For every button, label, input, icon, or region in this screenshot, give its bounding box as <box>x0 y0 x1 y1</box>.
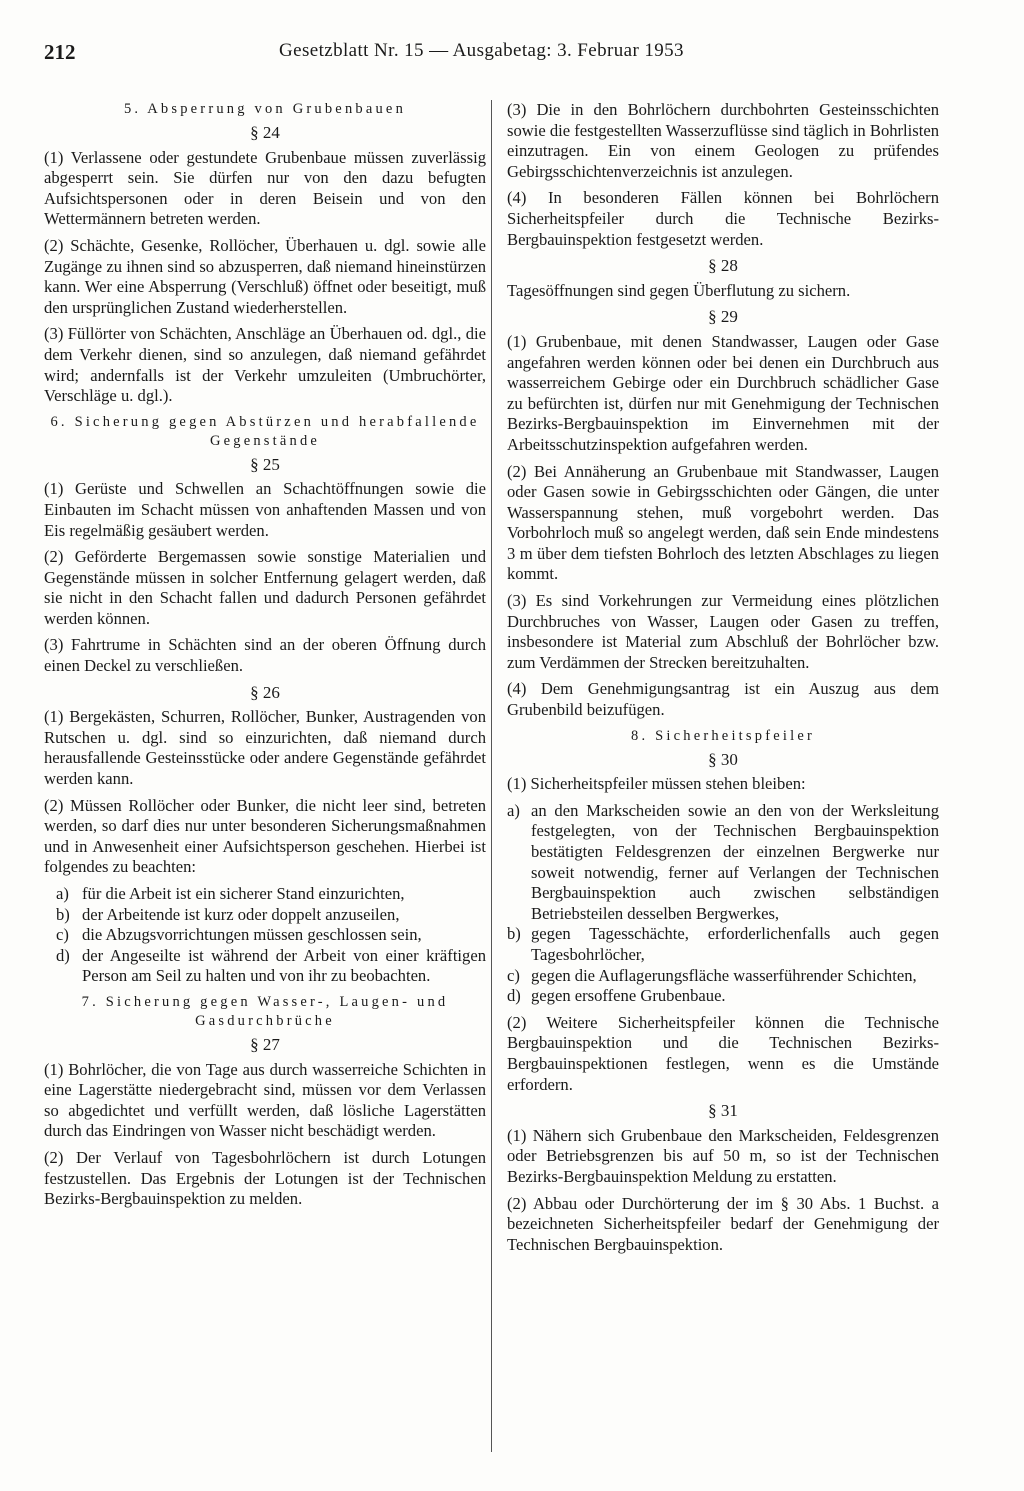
list-item: b) der Arbeitende ist kurz oder doppelt anzuseilen, <box>56 904 400 924</box>
paragraph-27-1: (1) Bohrlöcher, die von Tage aus durch wasserreiche Schichten in eine Lagerstätte niedergebracht sind, müssen vor dem Verlassen so abgedichtet und verfüllt werden, daß lösliche Lagerstätten durch das Eindringen von Wasser nicht beschädigt werden. <box>44 1059 486 1141</box>
paragraph-24-2: (2) Schächte, Gesenke, Rollöcher, Überhauen u. dgl. sowie alle Zugänge zu ihnen sind so abzusperren, daß niemand hineinstürzen kann. Wer eine Absperrung (Verschluß) öffnet oder beseitigt, muß den ursprünglichen Zustand wiederherstellen. <box>44 235 486 317</box>
paragraph-25-1: (1) Gerüste und Schwellen an Schachtöffnungen sowie die Einbauten im Schacht müssen von anhaftenden Massen und von Eis regelmäßig gesäubert werden. <box>44 479 486 540</box>
paragraph-28-1: Tagesöffnungen sind gegen Überflutung zu sichern. <box>507 280 851 300</box>
paragraph-29-2: (2) Bei Annäherung an Grubenbaue mit Standwasser, Laugen oder Gasen sowie in Gebirgsschichten oder Gängen, die unter Wasserspannung stehen, muß vorgebohrt werden. Das Vorbohrloch muß so angelegt werden, daß sein Ende mindestens 3 m über dem tiefsten Bohrloch des letzten Abschlages zu liegen kommt. <box>507 461 939 584</box>
paragraph-27-4: (4) In besonderen Fällen können bei Bohrlöchern Sicherheitspfeiler durch die Technische Bezirks-Bergbauinspektion festgesetzt werden. <box>507 188 939 249</box>
paragraph-heading-24: § 24 <box>250 123 280 142</box>
section-title-8: 8. Sicherheitspfeiler <box>631 727 815 744</box>
list-item: a) an den Markscheiden sowie an den von der Werksleitung festgelegten, von der Technischen Bergbauinspektion bestätigten Feldesgrenzen der einzelnen Bergwerke nur soweit notwendig, ferner auf Verlangen der Technischen Bergbauinspektion auch zwischen selbständigen Betriebsteilen desselben Bergwerkes, <box>507 800 939 923</box>
section-title-5: 5. Absperrung von Grubenbauen <box>123 101 407 117</box>
paragraph-30-list <box>507 801 939 1007</box>
paragraph-27-2: (2) Der Verlauf von Tagesbohrlöchern ist durch Lotungen festzustellen. Das Ergebnis der Lotungen ist der Technischen Bezirks-Bergbauinspektion zu melden. <box>44 1147 486 1209</box>
list-item: d) der Angeseilte ist während der Arbeit von einer kräftigen Person am Seil zu halten und von ihr zu beobachten. <box>56 945 486 986</box>
paragraph-29-4: (4) Dem Genehmigungsantrag ist ein Auszug aus dem Grubenbild beizufügen. <box>507 679 939 720</box>
list-item: c) die Abzugsvorrichtungen müssen geschlossen sein, <box>56 925 422 945</box>
paragraph-29-1: (1) Grubenbaue, mit denen Standwasser, Laugen oder Gase angefahren werden können oder bei denen ein Durchbruch aus wasserreichem Gebirge oder ein Durchbruch schädlicher Gase zu befürchten ist, dürfen nur mit Genehmigung der Technischen Bezirks-Bergbauinspektion im Einvernehmen mit der Arbeitsschutzinspektion aufgefahren werden. <box>507 331 939 454</box>
list-item: d) gegen ersoffene Grubenbaue. <box>507 986 726 1006</box>
paragraph-27-3: (3) Die in den Bohrlöchern durchbohrten Gesteinsschichten sowie die festgestellten Wasserzuflüsse sind täglich in Bohrlisten einzutragen. Ein von einem Geologen zu prüfendes Gebirgsschichtenverzeichnis ist anzulegen. <box>507 100 940 181</box>
right-column <box>507 100 939 1261</box>
section-title-6: 6. Sicherung gegen Abstürzen und herabfallende Gegenstände <box>50 413 480 449</box>
paragraph-26-1: (1) Bergekästen, Schurren, Rollöcher, Bunker, Austragenden von Rutschen u. dgl. sind so einzurichten, daß niemand durch herausfallende Gesteinsstücke oder andere Gegenstände gefährdet werden kann. <box>44 707 486 789</box>
paragraph-heading-26: § 26 <box>250 682 280 702</box>
paragraph-30-1: (1) Sicherheitspfeiler müssen stehen bleiben: <box>507 774 806 794</box>
paragraph-26-list <box>44 884 486 987</box>
paragraph-heading-27: § 27 <box>250 1034 280 1054</box>
paragraph-heading-30: § 30 <box>708 749 738 769</box>
section-title-7: 7. Sicherung gegen Wasser-, Laugen- und Gasdurchbrüche <box>81 993 449 1029</box>
list-item: b) gegen Tagesschächte, erforderlichenfalls auch gegen Tagesbohrlöcher, <box>507 924 939 964</box>
paragraph-25-3: (3) Fahrtrume in Schächten sind an der oberen Öffnung durch einen Deckel zu verschließen. <box>44 635 486 676</box>
paragraph-31-1: (1) Nähern sich Grubenbaue den Markscheiden, Feldesgrenzen oder Betriebsgrenzen bis auf 50 m, so ist der Technischen Bezirks-Bergbauinspektion Meldung zu erstatten. <box>507 1125 939 1186</box>
paragraph-24-3: (3) Füllörter von Schächten, Anschläge an Überhauen od. dgl., die dem Verkehr dienen, sind so anzulegen, daß niemand gefährdet wird; andernfalls ist der Verkehr umzuleiten (Umbruchörter, Verschläge u. dgl.). <box>44 324 486 406</box>
left-column <box>44 100 486 1216</box>
paragraph-25-2: (2) Geförderte Bergemassen sowie sonstige Materialien und Gegenstände müssen in solcher Entfernung gelagert werden, daß sie nicht in den Schacht fallen und dadurch Personen gefährdet werden können. <box>44 547 486 628</box>
page-header <box>44 40 974 70</box>
paragraph-31-2: (2) Abbau oder Durchörterung der im § 30 Abs. 1 Buchst. a bezeichneten Sicherheitspfeiler bedarf der Genehmigung der Technischen Bergbauinspektion. <box>507 1193 939 1254</box>
page-number: 212 <box>44 40 76 64</box>
paragraph-heading-28: § 28 <box>708 256 738 276</box>
paragraph-29-3: (3) Es sind Vorkehrungen zur Vermeidung eines plötzlichen Durchbruches von Wasser, Laugen oder Gasen zu treffen, insbesondere ist Material zum Abschluß der Bohrlöcher bzw. zum Verdämmen der Strecken bereitzuhalten. <box>507 591 939 672</box>
paragraph-heading-29: § 29 <box>708 307 738 327</box>
list-item: a) für die Arbeit ist ein sicherer Stand einzurichten, <box>56 884 405 903</box>
paragraph-26-2: (2) Müssen Rollöcher oder Bunker, die nicht leer sind, betreten werden, so darf dies nur unter besonderen Sicherungsmaßnahmen und in Anwesenheit einer Aufsichtsperson geschehen. Hierbei ist folgendes zu beachten: <box>44 795 486 877</box>
paragraph-30-2: (2) Weitere Sicherheitspfeiler können die Technische Bergbauinspektion und die Technischen Bezirks-Bergbauinspektionen festlegen, wenn es die Umstände erfordern. <box>507 1012 939 1094</box>
column-divider <box>491 100 492 1452</box>
list-item: c) gegen die Auflagerungsfläche wasserführender Schichten, <box>507 965 917 985</box>
paragraph-heading-25: § 25 <box>250 454 280 474</box>
paragraph-heading-31: § 31 <box>708 1101 738 1121</box>
paragraph-24-1: (1) Verlassene oder gestundete Grubenbaue müssen zuverlässig abgesperrt sein. Sie dürfen nur von den dazu befugten Aufsichtspersonen oder in deren Beisein und von den Wettermännern betreten werden. <box>44 147 486 229</box>
header-title: Gesetzblatt Nr. 15 — Ausgabetag: 3. Februar 1953 <box>279 40 684 61</box>
